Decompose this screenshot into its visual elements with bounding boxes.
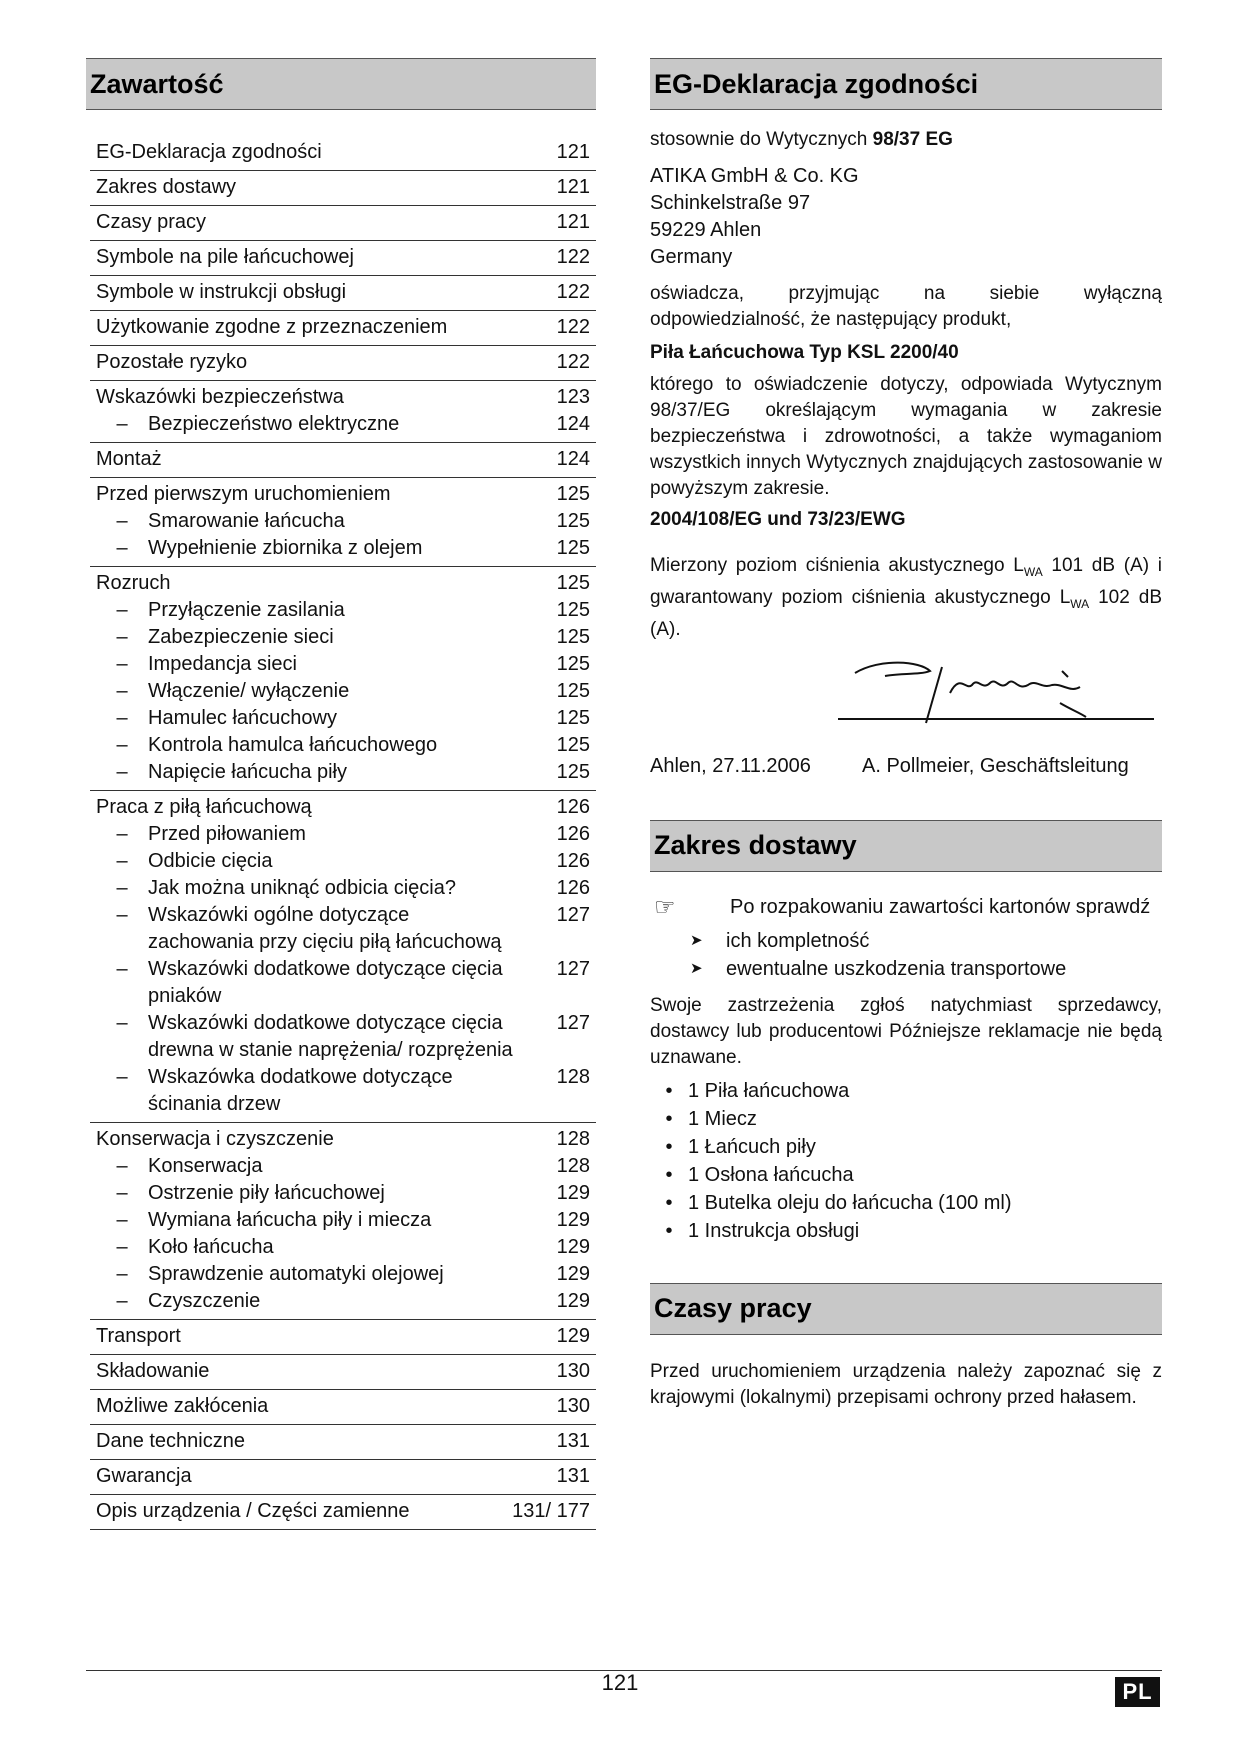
toc-heading: Zawartość xyxy=(86,58,596,110)
arrow-icon: ➤ xyxy=(690,931,703,949)
toc-subentry-page: 129 xyxy=(556,1263,590,1285)
toc-subentry-label: Przyłączenie zasilania xyxy=(148,599,345,621)
toc-subentry-page: 125 xyxy=(556,510,590,532)
noise-text-3: 102 dB (A). xyxy=(650,586,1163,640)
delivery-note-text: Po rozpakowaniu zawartości kartonów sprawdź xyxy=(730,895,1151,918)
toc-group xyxy=(90,276,596,311)
toc-group xyxy=(90,1460,596,1495)
toc-subentry-label: Napięcie łańcucha piły xyxy=(148,761,348,783)
dash-icon: – xyxy=(116,823,128,845)
dash-icon: – xyxy=(116,537,128,559)
toc-entry[interactable] xyxy=(90,139,596,166)
toc-subentry-label: Wymiana łańcucha piły i miecza xyxy=(148,1209,432,1231)
noise-text-1: Mierzony poziom ciśnienia akustycznego L xyxy=(650,555,1024,576)
toc-subentry-page: 125 xyxy=(556,707,590,729)
bullet-icon: • xyxy=(665,1163,673,1186)
toc-entry[interactable] xyxy=(90,1323,596,1350)
toc-entry[interactable] xyxy=(90,1126,596,1153)
toc-subentry[interactable] xyxy=(90,624,596,651)
toc-subentry-page: 125 xyxy=(556,626,590,648)
toc-entry-page: 130 xyxy=(556,1360,590,1382)
toc-subentry-label: Koło łańcucha xyxy=(148,1236,274,1258)
address-line: Germany xyxy=(650,246,733,268)
delivery-item-text: 1 Łańcuch piły xyxy=(688,1135,816,1158)
toc-group xyxy=(90,206,596,241)
dash-icon: – xyxy=(116,1263,128,1285)
toc-entry[interactable] xyxy=(90,244,596,271)
signature-area xyxy=(650,643,1162,753)
toc-group xyxy=(90,1320,596,1355)
toc-subentry-page: 125 xyxy=(556,680,590,702)
check-item xyxy=(650,927,1162,955)
toc-subentry-page: 125 xyxy=(556,537,590,559)
check-item xyxy=(650,955,1162,983)
toc-entry[interactable] xyxy=(90,279,596,306)
toc-subentry-page: 129 xyxy=(556,1209,590,1231)
toc-subentry-page: 125 xyxy=(556,599,590,621)
bullet-icon: • xyxy=(665,1191,673,1214)
bullet-icon: • xyxy=(665,1107,673,1130)
toc-entry-page: 122 xyxy=(556,246,590,268)
toc-entry-label: Dane techniczne xyxy=(96,1430,245,1452)
toc-entry-page: 121 xyxy=(556,176,590,198)
declaration-heading: EG-Deklaracja zgodności xyxy=(650,58,1162,110)
toc-entry-page: 121 xyxy=(556,211,590,233)
toc-subentry[interactable] xyxy=(90,535,596,562)
dash-icon: – xyxy=(116,1209,128,1231)
toc-entry-page: 131/ 177 xyxy=(512,1500,590,1522)
toc-entry-label: EG-Deklaracja zgodności xyxy=(96,141,322,163)
toc-group xyxy=(90,346,596,381)
toc-subentry[interactable] xyxy=(90,1288,596,1315)
toc-subentry-page: 125 xyxy=(556,761,590,783)
dash-icon: – xyxy=(116,1236,128,1258)
toc-entry-page: 130 xyxy=(556,1395,590,1417)
toc-entry-page: 123 xyxy=(556,386,590,408)
toc-subentry-label: Impedancja sieci xyxy=(148,653,297,675)
signature-line xyxy=(838,718,1154,720)
toc-entry[interactable] xyxy=(90,1428,596,1455)
toc-entry-page: 122 xyxy=(556,316,590,338)
toc-group xyxy=(90,1123,596,1320)
toc-entry-page: 124 xyxy=(556,448,590,470)
toc-entry[interactable] xyxy=(90,1463,596,1490)
pointing-hand-icon: ☞ xyxy=(654,893,676,921)
toc-entry[interactable] xyxy=(90,481,596,508)
toc-entry[interactable] xyxy=(90,1498,596,1525)
toc-subentry-page: 124 xyxy=(556,413,590,435)
noise-subscript-1: WA xyxy=(1023,564,1043,579)
noise-subscript-2: WA xyxy=(1070,596,1090,611)
toc-entry-label: Czasy pracy xyxy=(96,211,207,233)
dash-icon: – xyxy=(116,850,128,872)
toc-group xyxy=(90,443,596,478)
toc-subentry[interactable] xyxy=(90,651,596,678)
claims-text: Swoje zastrzeżenia zgłoś natychmiast sprzedawcy, dostawcy lub producentowi Późniejsze reklamacje nie będą uznawane. xyxy=(650,994,1162,1068)
toc-subentry[interactable] xyxy=(90,1064,596,1118)
dash-icon: – xyxy=(116,761,128,783)
toc-entry-label: Montaż xyxy=(96,448,162,470)
toc-group xyxy=(90,241,596,276)
delivery-item xyxy=(650,1133,1162,1161)
address-line: ATIKA GmbH & Co. KG xyxy=(650,165,859,187)
toc-entry[interactable] xyxy=(90,794,596,821)
delivery-item xyxy=(650,1161,1162,1189)
dash-icon: – xyxy=(116,413,128,435)
toc-entry[interactable] xyxy=(90,570,596,597)
toc-entry[interactable] xyxy=(90,349,596,376)
toc-entry[interactable] xyxy=(90,384,596,411)
toc-entry-page: 125 xyxy=(556,483,590,505)
right-column xyxy=(650,58,1162,1411)
toc-entry-label: Symbole w instrukcji obsługi xyxy=(96,281,347,303)
dash-icon: – xyxy=(116,1155,128,1177)
delivery-item-text: 1 Butelka oleju do łańcucha (100 ml) xyxy=(688,1191,1012,1214)
dash-icon: – xyxy=(116,877,128,899)
delivery-item-text: 1 Osłona łańcucha xyxy=(688,1163,854,1186)
toc-entry-page: 128 xyxy=(556,1128,590,1150)
toc-subentry[interactable] xyxy=(90,821,596,848)
toc-subentry[interactable] xyxy=(90,956,596,1010)
toc-entry-label: Rozruch xyxy=(96,572,171,594)
toc-group xyxy=(90,135,596,171)
toc-subentry-label: Bezpieczeństwo elektryczne xyxy=(148,413,400,435)
delivery-note xyxy=(650,894,1162,921)
toc-entry-label: Symbole na pile łańcuchowej xyxy=(96,246,354,268)
toc-entry-label: Składowanie xyxy=(96,1360,210,1382)
toc-entry-page: 129 xyxy=(556,1325,590,1347)
dash-icon: – xyxy=(116,680,128,702)
toc-entry-label: Opis urządzenia / Części zamienne xyxy=(96,1500,410,1522)
toc-subentry-label: Sprawdzenie automatyki olejowej xyxy=(148,1263,444,1285)
handwritten-signature xyxy=(650,643,1162,753)
toc-subentry[interactable] xyxy=(90,902,596,956)
toc-group xyxy=(90,1425,596,1460)
toc-subentry-page: 126 xyxy=(556,877,590,899)
toc-list xyxy=(90,135,596,1530)
toc-entry-page: 125 xyxy=(556,572,590,594)
toc-entry-page: 131 xyxy=(556,1430,590,1452)
toc-entry[interactable] xyxy=(90,446,596,473)
toc-subentry-label: Włączenie/ wyłączenie xyxy=(148,680,350,702)
toc-entry-page: 122 xyxy=(556,281,590,303)
toc-subentry-label: Hamulec łańcuchowy xyxy=(148,707,337,729)
dash-icon: – xyxy=(116,599,128,621)
toc-subentry-page: 127 xyxy=(556,958,590,980)
toc-group xyxy=(90,381,596,443)
toc-group xyxy=(90,1495,596,1530)
toc-entry-page: 122 xyxy=(556,351,590,373)
bullet-icon: • xyxy=(665,1079,673,1102)
toc-entry-label: Konserwacja i czyszczenie xyxy=(96,1128,334,1150)
toc-subentry[interactable] xyxy=(90,1234,596,1261)
bullet-icon: • xyxy=(665,1135,673,1158)
table-of-contents xyxy=(86,58,596,1530)
toc-subentry-label: Odbicie cięcia xyxy=(148,850,273,872)
toc-subentry-page: 129 xyxy=(556,1290,590,1312)
manufacturer-address xyxy=(650,163,1162,271)
bullet-icon: • xyxy=(665,1219,673,1242)
address-line: 59229 Ahlen xyxy=(650,219,762,241)
declaration-intro-directive: 98/37 EG xyxy=(872,129,953,150)
toc-group xyxy=(90,1390,596,1425)
toc-subentry-page: 128 xyxy=(556,1155,590,1177)
toc-subentry[interactable] xyxy=(90,732,596,759)
toc-group xyxy=(90,567,596,791)
toc-subentry-label: Wskazówka dodatkowe dotyczące ścinania drzew xyxy=(148,1066,453,1115)
toc-entry-label: Gwarancja xyxy=(96,1465,192,1487)
toc-subentry[interactable] xyxy=(90,759,596,786)
delivery-item xyxy=(650,1077,1162,1105)
toc-subentry[interactable] xyxy=(90,411,596,438)
toc-entry[interactable] xyxy=(90,1393,596,1420)
signatory: A. Pollmeier, Geschäftsleitung xyxy=(862,754,1129,777)
toc-subentry-page: 127 xyxy=(556,1012,590,1034)
toc-subentry[interactable] xyxy=(90,1180,596,1207)
toc-entry-page: 131 xyxy=(556,1465,590,1487)
toc-entry[interactable] xyxy=(90,174,596,201)
toc-subentry[interactable] xyxy=(90,1261,596,1288)
toc-subentry-page: 126 xyxy=(556,850,590,872)
toc-subentry-page: 125 xyxy=(556,734,590,756)
delivery-checks xyxy=(650,927,1162,983)
declaration-intro-text: stosownie do Wytycznych xyxy=(650,129,873,150)
directives: 2004/108/EG und 73/23/EWG xyxy=(650,509,906,530)
delivery-item xyxy=(650,1189,1162,1217)
product-name: Piła Łańcuchowa Typ KSL 2200/40 xyxy=(650,342,959,363)
toc-subentry-label: Smarowanie łańcucha xyxy=(148,510,345,532)
toc-group xyxy=(90,791,596,1123)
address-line: Schinkelstraße 97 xyxy=(650,192,811,214)
toc-subentry-label: Wypełnienie zbiornika z olejem xyxy=(148,537,423,559)
toc-entry-label: Możliwe zakłócenia xyxy=(96,1395,269,1417)
signature-caption xyxy=(650,753,1162,780)
toc-entry[interactable] xyxy=(90,314,596,341)
dash-icon: – xyxy=(116,1290,128,1312)
toc-subentry-page: 129 xyxy=(556,1236,590,1258)
toc-subentry[interactable] xyxy=(90,508,596,535)
toc-group xyxy=(90,311,596,346)
toc-subentry-page: 128 xyxy=(556,1066,590,1088)
toc-entry-label: Transport xyxy=(96,1325,181,1347)
toc-subentry-label: Wskazówki ogólne dotyczące zachowania przy cięciu piłą łańcuchową xyxy=(148,904,502,953)
arrow-icon: ➤ xyxy=(690,959,703,977)
toc-entry-label: Zakres dostawy xyxy=(96,176,237,198)
dash-icon: – xyxy=(116,626,128,648)
delivery-item-text: 1 Miecz xyxy=(688,1107,757,1130)
toc-entry-label: Użytkowanie zgodne z przeznaczeniem xyxy=(96,316,448,338)
noise-text-2: 101 dB (A) i gwarantowany poziom ciśnienia akustycznego L xyxy=(650,555,1162,608)
toc-entry[interactable] xyxy=(90,1358,596,1385)
toc-subentry[interactable] xyxy=(90,678,596,705)
worktime-text: Przed uruchomieniem urządzenia należy zapoznać się z krajowymi (lokalnymi) przepisami ochrony przed hałasem. xyxy=(650,1360,1162,1408)
toc-subentry-page: 126 xyxy=(556,823,590,845)
dash-icon: – xyxy=(116,958,128,980)
delivery-item xyxy=(650,1105,1162,1133)
declaration-statement: oświadcza, przyjmując na siebie wyłączną odpowiedzialność, że następujący produkt, xyxy=(650,283,1162,330)
toc-subentry-label: Przed piłowaniem xyxy=(148,823,306,845)
toc-subentry[interactable] xyxy=(90,1207,596,1234)
toc-subentry-page: 127 xyxy=(556,904,590,926)
toc-subentry-label: Zabezpieczenie sieci xyxy=(148,626,334,648)
dash-icon: – xyxy=(116,1182,128,1204)
toc-group xyxy=(90,171,596,206)
compliance-text: którego to oświadczenie dotyczy, odpowiada Wytycznym 98/37/EG określającym wymagania w zakresie bezpieczeństwa i zdrowotności, a także wymaganiom wszystkich innych Wytycznych znajdujących zastosowanie w powyższym zakresie. xyxy=(650,374,1162,499)
place-date: Ahlen, 27.11.2006 xyxy=(650,754,811,777)
toc-subentry-label: Ostrzenie piły łańcuchowej xyxy=(148,1182,385,1204)
toc-subentry[interactable] xyxy=(90,1010,596,1064)
dash-icon: – xyxy=(116,707,128,729)
page-number: 121 xyxy=(601,1670,639,1695)
delivery-item-text: 1 Piła łańcuchowa xyxy=(688,1079,850,1102)
toc-subentry[interactable] xyxy=(90,1153,596,1180)
delivery-item-text: 1 Instrukcja obsługi xyxy=(688,1219,860,1242)
declaration-intro xyxy=(650,126,1162,153)
toc-entry-page: 126 xyxy=(556,796,590,818)
toc-group xyxy=(90,478,596,567)
toc-subentry-label: Konserwacja xyxy=(148,1155,263,1177)
toc-entry-label: Praca z piłą łańcuchową xyxy=(96,796,312,818)
toc-subentry-label: Wskazówki dodatkowe dotyczące cięcia pniaków xyxy=(148,958,503,1007)
worktime-heading: Czasy pracy xyxy=(650,1283,1162,1335)
noise-level-text xyxy=(650,553,1162,643)
delivery-item xyxy=(650,1217,1162,1245)
dash-icon: – xyxy=(116,904,128,926)
toc-subentry-label: Wskazówki dodatkowe dotyczące cięcia drewna w stanie naprężenia/ rozprężenia xyxy=(148,1012,513,1061)
dash-icon: – xyxy=(116,734,128,756)
toc-subentry[interactable] xyxy=(90,848,596,875)
dash-icon: – xyxy=(116,510,128,532)
delivery-heading: Zakres dostawy xyxy=(650,820,1162,872)
toc-subentry[interactable] xyxy=(90,875,596,902)
dash-icon: – xyxy=(116,1066,128,1088)
delivery-items xyxy=(650,1077,1162,1245)
toc-subentry[interactable] xyxy=(90,705,596,732)
toc-subentry[interactable] xyxy=(90,597,596,624)
toc-subentry-page: 129 xyxy=(556,1182,590,1204)
toc-entry-page: 121 xyxy=(556,141,590,163)
dash-icon: – xyxy=(116,653,128,675)
toc-entry-label: Wskazówki bezpieczeństwa xyxy=(96,386,344,408)
toc-entry[interactable] xyxy=(90,209,596,236)
toc-entry-label: Przed pierwszym uruchomieniem xyxy=(96,483,391,505)
language-badge: PL xyxy=(1115,1677,1160,1707)
check-item-text: ewentualne uszkodzenia transportowe xyxy=(726,957,1067,980)
toc-subentry-page: 125 xyxy=(556,653,590,675)
toc-subentry-label: Jak można uniknąć odbicia cięcia? xyxy=(148,877,456,899)
toc-subentry-label: Kontrola hamulca łańcuchowego xyxy=(148,734,438,756)
dash-icon: – xyxy=(116,1012,128,1034)
toc-group xyxy=(90,1355,596,1390)
toc-entry-label: Pozostałe ryzyko xyxy=(96,351,248,373)
check-item-text: ich kompletność xyxy=(726,929,870,952)
toc-subentry-label: Czyszczenie xyxy=(148,1290,261,1312)
